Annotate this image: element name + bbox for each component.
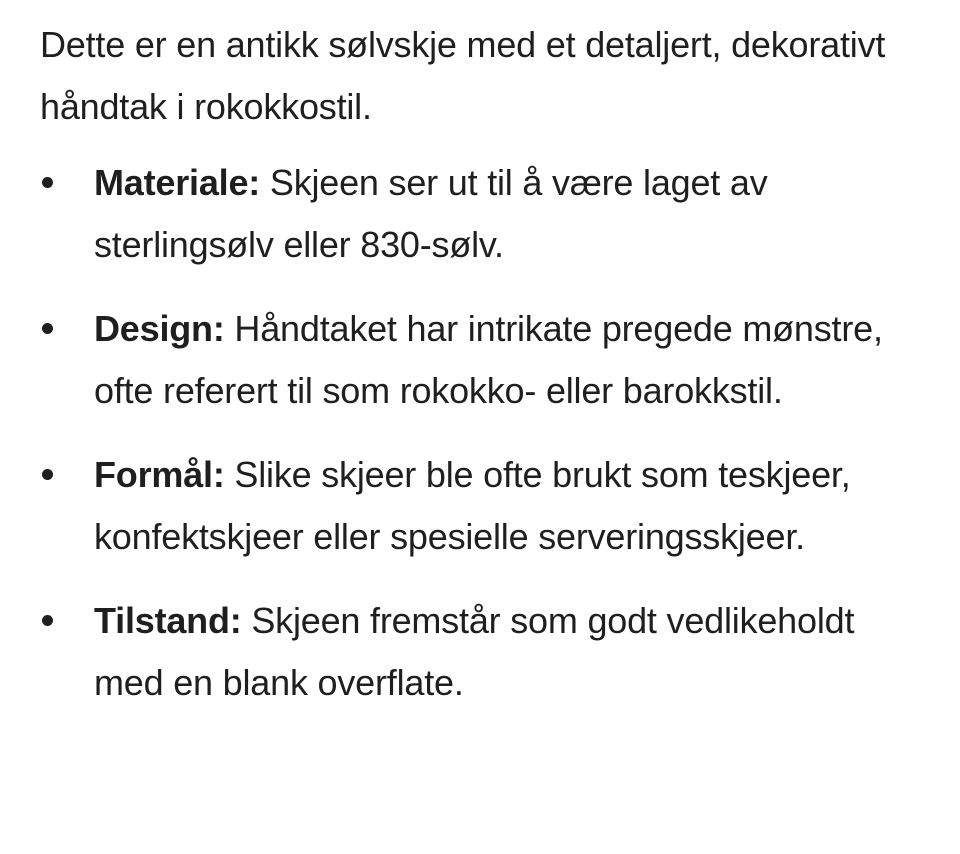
bullet-icon — [42, 615, 53, 626]
item-text: Skjeen fremstår som godt vedlikeholdt med en blank overflate. — [94, 600, 855, 703]
bullet-icon — [42, 469, 53, 480]
bullet-icon — [42, 323, 53, 334]
item-label: Formål: — [94, 454, 225, 495]
item-label: Design: — [94, 308, 225, 349]
list-item-material — [40, 152, 914, 276]
item-label: Tilstand: — [94, 600, 242, 641]
item-text: Håndtaket har intrikate pregede mønstre, ofte referert til som rokokko- eller barokkstil. — [94, 308, 883, 411]
bullet-icon — [42, 177, 53, 188]
list-item-purpose — [40, 444, 914, 568]
list-item-condition — [40, 590, 914, 714]
item-label: Materiale: — [94, 162, 261, 203]
item-text: Slike skjeer ble ofte brukt som teskjeer, konfektskjeer eller spesielle serveringsskjeer. — [94, 454, 851, 557]
item-text: Skjeen ser ut til å være laget av sterlingsølv eller 830-sølv. — [94, 162, 768, 265]
detail-list — [40, 152, 920, 714]
intro-paragraph: Dette er en antikk sølvskje med et detaljert, dekorativt håndtak i rokokkostil. — [40, 24, 886, 127]
list-item-design — [40, 298, 914, 422]
